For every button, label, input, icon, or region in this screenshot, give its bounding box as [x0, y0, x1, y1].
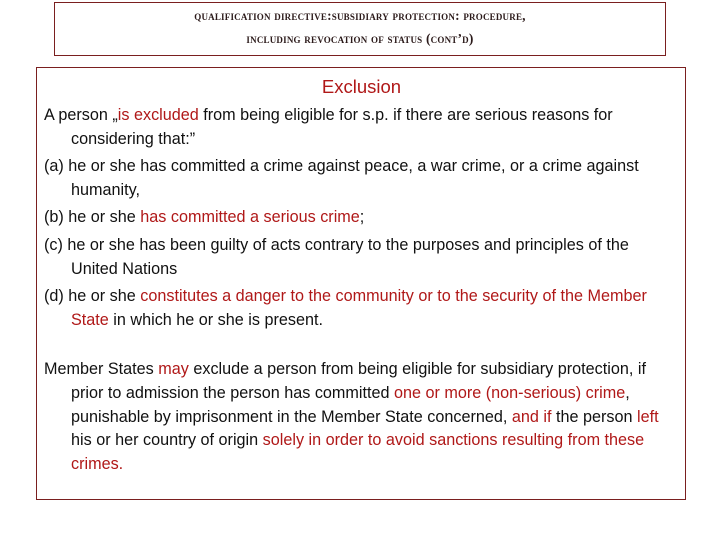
text-run: his or her country of origin: [71, 431, 263, 450]
title-part: subsidiary protection:: [331, 8, 460, 23]
highlight-text: is excluded: [117, 106, 199, 124]
item-d: [44, 285, 679, 332]
section-heading: Exclusion: [321, 76, 402, 97]
text-run: A person „: [44, 106, 118, 124]
spacer: [44, 336, 679, 358]
highlight-text: one or more (non-serious) crime: [394, 383, 626, 402]
text-run: Member States: [44, 360, 159, 379]
highlight-text: left: [637, 407, 659, 426]
text-run: (b) he or she: [44, 208, 141, 227]
highlight-text: may: [158, 360, 189, 379]
text-run: in which he or she is present.: [108, 310, 323, 329]
title-part: (cont’d): [425, 31, 474, 46]
item-a: (a) he or she has committed a crime against peace, a war crime, or a crime against humanity,: [44, 157, 639, 199]
text-run: from being eligible for s.p. if there are serious reasons for considering that:”: [71, 106, 613, 148]
text-run: , punishable by imprisonment in the Member State concerned,: [71, 383, 630, 426]
intro-paragraph: [44, 104, 679, 151]
text-run: (d) he or she: [44, 287, 141, 306]
item-c: (c) he or she has been guilty of acts contrary to the purposes and principles of the United Nations: [44, 235, 629, 278]
title-line-1: [55, 8, 665, 24]
item-b: [44, 206, 679, 230]
text-run: exclude a person from being eligible for subsidiary protection, if prior to admission the person has committed: [71, 360, 646, 402]
text-run: the person: [551, 407, 638, 426]
highlight-text: has committed a serious crime: [140, 208, 360, 227]
title-part: qualification directive:: [194, 8, 332, 23]
text-run: ;: [359, 208, 365, 227]
title-part: including revocation of status: [246, 31, 423, 46]
highlight-text: and if: [511, 407, 552, 426]
title-part: procedure,: [463, 8, 526, 23]
title-line-2: [55, 31, 665, 47]
highlight-text: constitutes a danger to the community or to the security of the Member State: [71, 287, 647, 329]
slide-title: [54, 2, 666, 56]
highlight-text: solely in order to avoid sanctions resulting from these crimes.: [71, 431, 645, 473]
content-box: [36, 67, 686, 500]
closing-paragraph: [44, 358, 679, 476]
